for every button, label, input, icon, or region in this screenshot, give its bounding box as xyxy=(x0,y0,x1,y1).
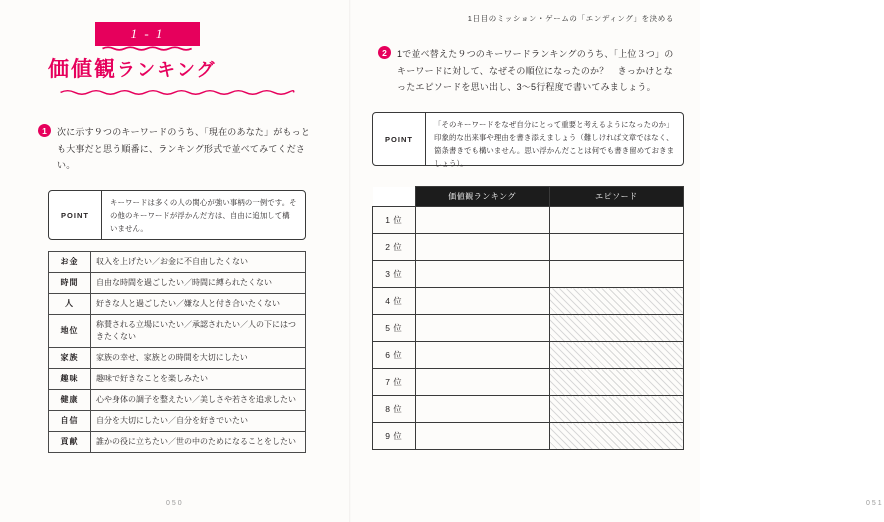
episode-disabled-cell xyxy=(549,423,683,450)
table-corner-cell xyxy=(373,187,416,207)
episode-input-cell[interactable] xyxy=(549,234,683,261)
episode-disabled-cell xyxy=(549,396,683,423)
table-row xyxy=(373,396,684,423)
table-row xyxy=(49,411,306,432)
value-desc: 称賛される立場にいたい／承認されたい／人の下にはつきたくない xyxy=(91,315,306,348)
rank-label: 1 位 xyxy=(373,207,416,234)
table-header-row xyxy=(373,187,684,207)
value-input-cell[interactable] xyxy=(415,261,549,288)
point-box-right xyxy=(372,112,684,166)
value-input-cell[interactable] xyxy=(415,315,549,342)
running-head: 1日目のミッション・ゲームの「エンディング」を決める xyxy=(467,14,674,23)
instruction-1-text: 次に示す９つのキーワードのうち、「現在のあなた」がもっとも大事だと思う順番に、ランキング形式で並べてみてください。 xyxy=(57,127,311,171)
value-input-cell[interactable] xyxy=(415,396,549,423)
value-input-cell[interactable] xyxy=(415,342,549,369)
table-row xyxy=(49,432,306,453)
left-page xyxy=(0,0,350,522)
chapter-badge-label: 1 - 1 xyxy=(130,26,165,41)
episode-input-cell[interactable] xyxy=(549,261,683,288)
value-keyword-table xyxy=(48,251,306,453)
point-box-left xyxy=(48,190,306,240)
value-desc: 好きな人と過ごしたい／嫌な人と付き合いたくない xyxy=(91,294,306,315)
episode-disabled-cell xyxy=(549,342,683,369)
value-desc: 誰かの役に立ちたい／世の中のためになることをしたい xyxy=(91,432,306,453)
right-page xyxy=(350,0,884,522)
table-row xyxy=(49,273,306,294)
value-input-cell[interactable] xyxy=(415,288,549,315)
point-label-left: POINT xyxy=(49,191,102,239)
table-row xyxy=(373,315,684,342)
table-row xyxy=(373,423,684,450)
instruction-2 xyxy=(378,46,678,96)
table-row xyxy=(373,261,684,288)
column-header-episode: エピソード xyxy=(549,187,683,207)
instruction-1-number: 1 xyxy=(38,124,51,137)
instruction-1 xyxy=(38,124,318,174)
value-desc: 家族の幸せ、家族との時間を大切にしたい xyxy=(91,348,306,369)
value-desc: 自分を大切にしたい／自分を好きでいたい xyxy=(91,411,306,432)
title-wave-underline xyxy=(46,88,308,96)
table-row xyxy=(49,252,306,273)
ranking-worksheet-table xyxy=(372,186,684,450)
table-row xyxy=(49,315,306,348)
table-row xyxy=(49,390,306,411)
table-row xyxy=(49,294,306,315)
value-desc: 趣味で好きなことを楽しみたい xyxy=(91,369,306,390)
table-row xyxy=(373,342,684,369)
rank-label: 3 位 xyxy=(373,261,416,288)
value-key: 時間 xyxy=(49,273,91,294)
page-title xyxy=(48,53,216,83)
value-key: 家族 xyxy=(49,348,91,369)
table-row xyxy=(49,348,306,369)
value-key: 貢献 xyxy=(49,432,91,453)
rank-label: 5 位 xyxy=(373,315,416,342)
table-row xyxy=(373,369,684,396)
table-row xyxy=(373,288,684,315)
value-desc: 収入を上げたい／お金に不自由したくない xyxy=(91,252,306,273)
value-input-cell[interactable] xyxy=(415,369,549,396)
point-text-left: キーワードは多くの人の関心が強い事柄の一例です。その他のキーワードが浮かんだ方は、自由に追加して構いません。 xyxy=(110,198,297,233)
value-desc: 自由な時間を過ごしたい／時間に縛られたくない xyxy=(91,273,306,294)
value-key: 自信 xyxy=(49,411,91,432)
instruction-2-number: 2 xyxy=(378,46,391,59)
rank-label: 4 位 xyxy=(373,288,416,315)
episode-input-cell[interactable] xyxy=(549,207,683,234)
folio-right: 051 xyxy=(866,500,884,507)
value-key: お金 xyxy=(49,252,91,273)
instruction-2-text: 1で並べ替えた９つのキーワードランキングのうち、「上位３つ」のキーワードに対して、なぜその順位になったのか？ きっかけとなったエピソードを思い出し、3〜5行程度で書いてみましょう。 xyxy=(397,49,674,93)
point-label-right: POINT xyxy=(373,113,426,165)
value-input-cell[interactable] xyxy=(415,423,549,450)
table-row xyxy=(373,207,684,234)
value-input-cell[interactable] xyxy=(415,207,549,234)
value-key: 地位 xyxy=(49,315,91,348)
value-desc: 心や身体の調子を整えたい／美しさや若さを追求したい xyxy=(91,390,306,411)
value-key: 人 xyxy=(49,294,91,315)
episode-disabled-cell xyxy=(549,288,683,315)
rank-label: 6 位 xyxy=(373,342,416,369)
rank-label: 7 位 xyxy=(373,369,416,396)
chapter-badge xyxy=(95,22,200,46)
rank-label: 9 位 xyxy=(373,423,416,450)
value-key: 趣味 xyxy=(49,369,91,390)
page-title-main: 価値観 xyxy=(48,58,117,81)
rank-label: 2 位 xyxy=(373,234,416,261)
folio-left: 050 xyxy=(166,500,184,507)
page-title-sub: ランキング xyxy=(117,60,217,80)
value-input-cell[interactable] xyxy=(415,234,549,261)
column-header-value: 価値観ランキング xyxy=(415,187,549,207)
badge-wave-decoration xyxy=(95,46,200,52)
value-key: 健康 xyxy=(49,390,91,411)
episode-disabled-cell xyxy=(549,369,683,396)
table-row xyxy=(49,369,306,390)
point-text-right: 「そのキーワードをなぜ自分にとって重要と考えるようになったのか」印象的な出来事や理由を書き添えましょう（難しければ文章ではなく、箇条書きでも構いません。思い浮かんだことは何でも書き留めておきましょう）。 xyxy=(434,120,675,168)
table-row xyxy=(373,234,684,261)
episode-disabled-cell xyxy=(549,315,683,342)
rank-label: 8 位 xyxy=(373,396,416,423)
